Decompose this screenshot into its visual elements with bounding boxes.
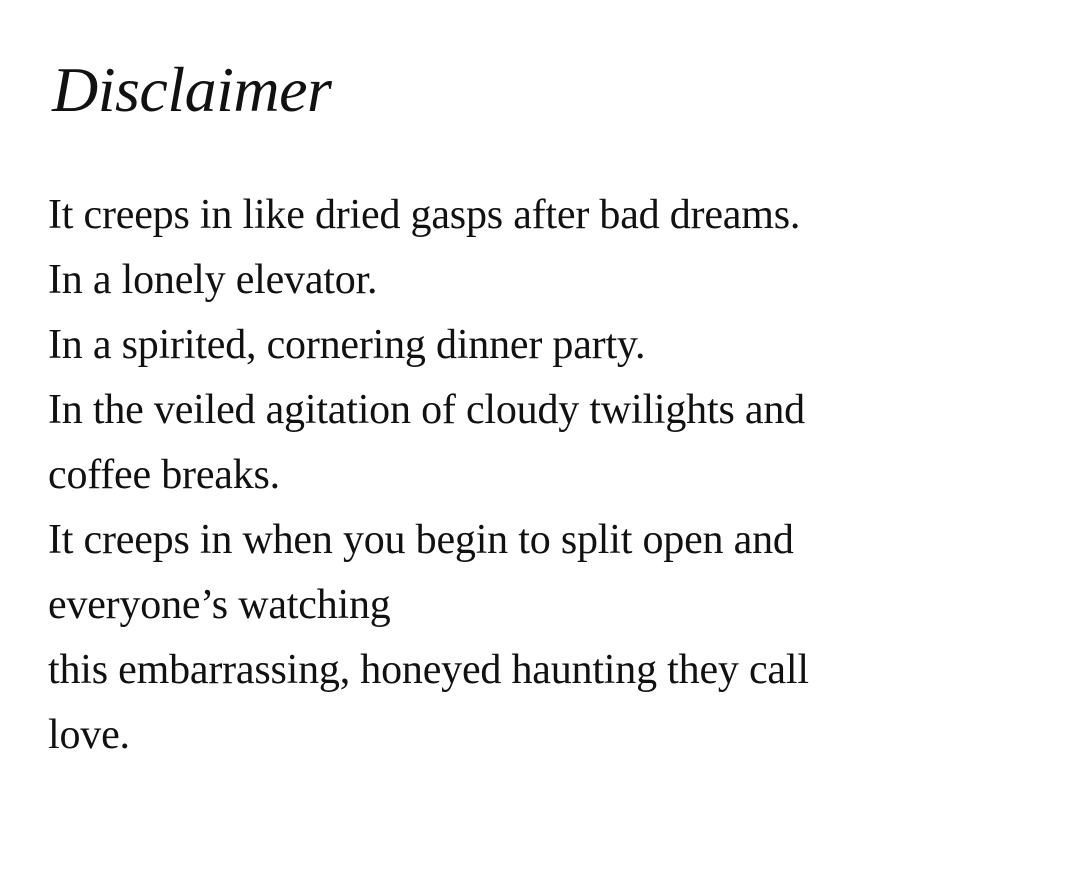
poem-line-2: In a lonely elevator. bbox=[48, 257, 378, 303]
poem-line-9: love. bbox=[48, 712, 130, 758]
poem-body bbox=[48, 183, 1028, 768]
poem-line-6: It creeps in when you begin to split open and bbox=[48, 517, 794, 563]
poem-line-4: In the veiled agitation of cloudy twilights and bbox=[48, 387, 805, 433]
poem-line-7: everyone’s watching bbox=[48, 582, 391, 628]
poem-line-1: It creeps in like dried gasps after bad dreams. bbox=[48, 192, 801, 238]
poem-title: Disclaimer bbox=[52, 54, 332, 125]
poem-line-3: In a spirited, cornering dinner party. bbox=[48, 322, 646, 368]
poem-line-8: this embarrassing, honeyed haunting they call bbox=[48, 647, 809, 693]
poem-line-5: coffee breaks. bbox=[48, 452, 280, 498]
